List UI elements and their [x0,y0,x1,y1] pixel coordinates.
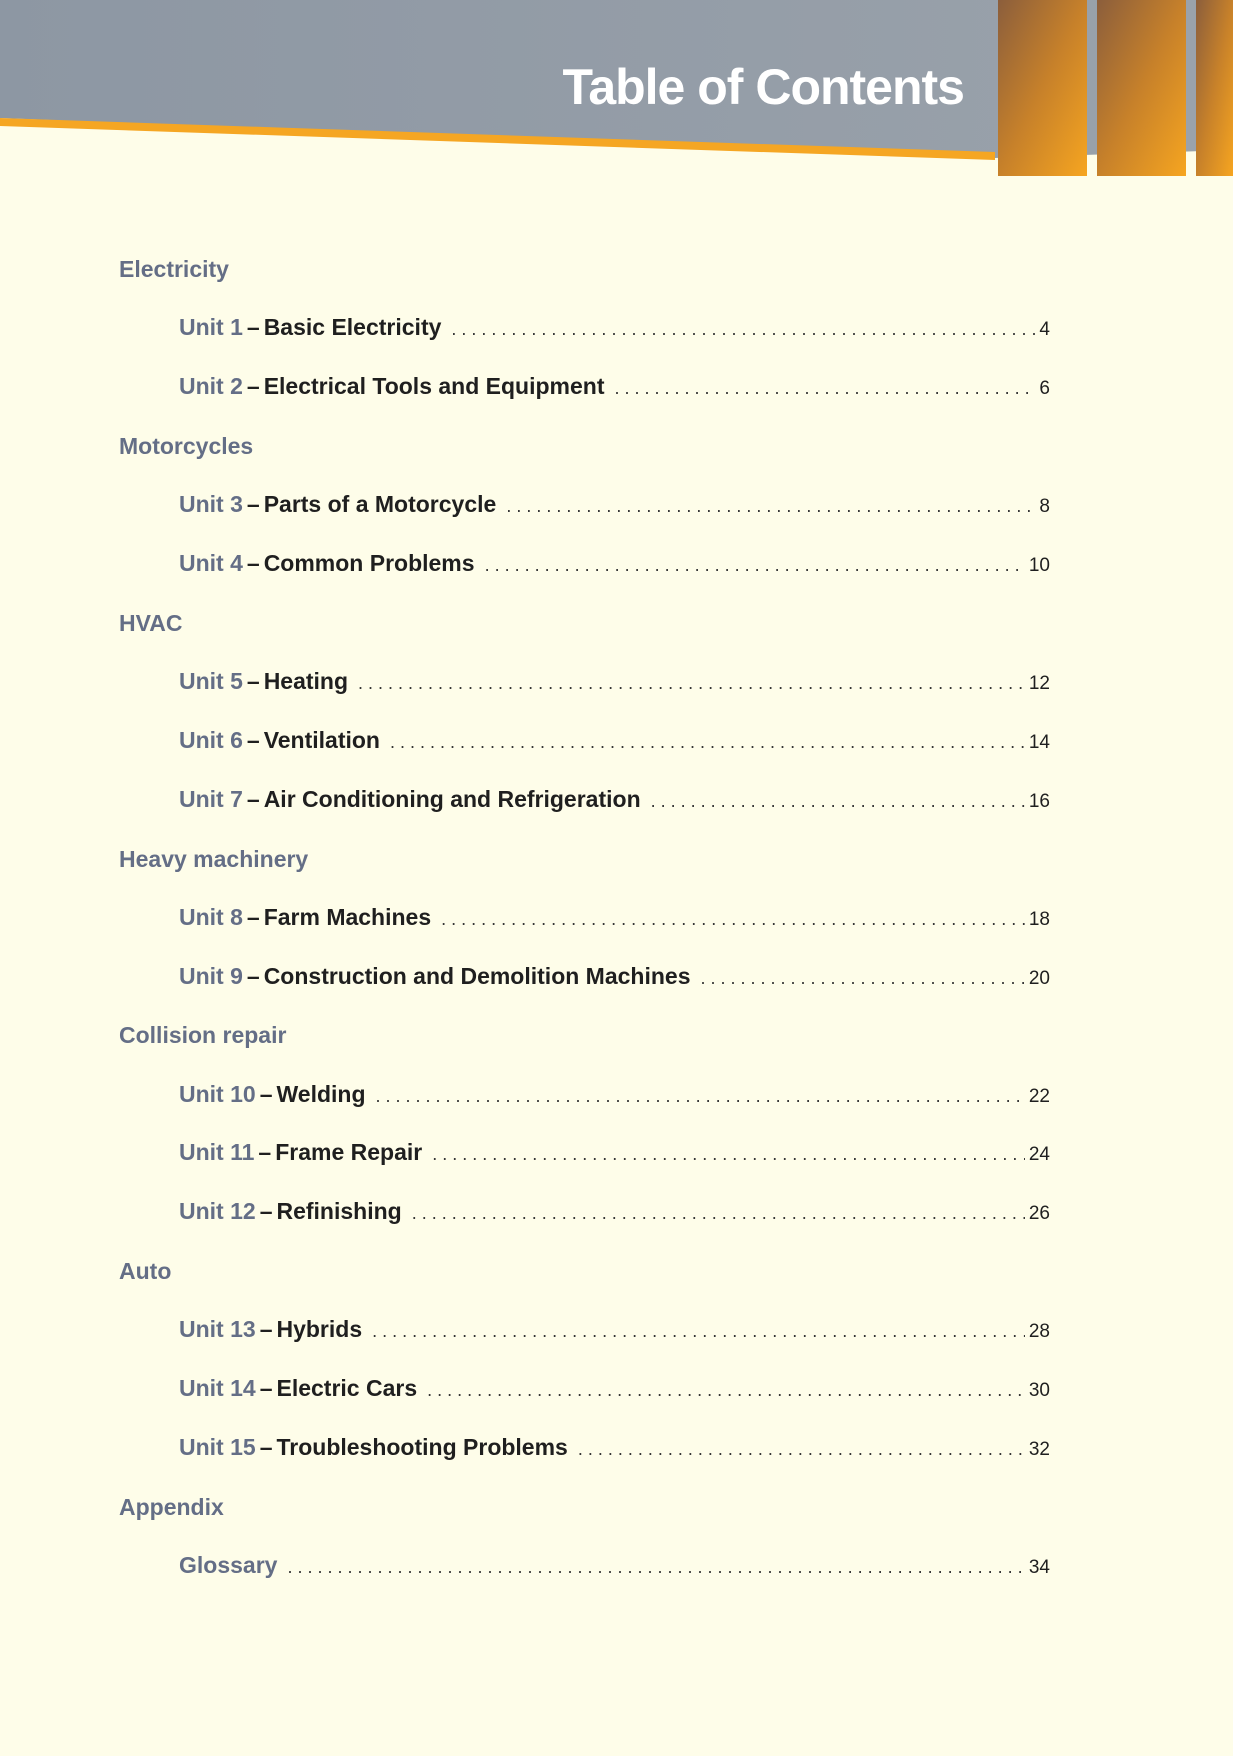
page-number: 24 [1028,1144,1050,1165]
page-number: 16 [1028,791,1050,812]
unit-label: Unit 3 [179,491,243,517]
entry-title: Welding [276,1081,366,1107]
toc-entry[interactable] [179,1198,1050,1228]
page-number: 4 [1039,319,1050,340]
entry-title: Basic Electricity [263,314,442,340]
toc-entry[interactable] [179,373,1050,403]
separator-dash: – [259,1316,273,1342]
entry-title: Common Problems [263,550,475,576]
dot-leader [701,968,1025,989]
toc-entry[interactable] [179,668,1050,698]
separator-dash: – [246,786,260,812]
toc-entry[interactable] [179,963,1050,993]
entry-title: Heating [263,668,349,694]
unit-label: Unit 12 [179,1198,256,1224]
section-heading: Collision repair [119,1022,287,1048]
separator-dash: – [246,314,260,340]
unit-label: Unit 10 [179,1081,256,1107]
dot-leader [651,791,1025,812]
dot-leader [358,673,1025,694]
toc-entry[interactable] [179,491,1050,521]
toc-entry[interactable] [179,1375,1050,1405]
entry-title: Air Conditioning and Refrigeration [263,786,641,812]
separator-dash: – [259,1434,273,1460]
separator-dash: – [258,1139,272,1165]
toc-entry[interactable] [179,1552,1050,1582]
section-heading: Appendix [119,1494,224,1520]
separator-dash: – [246,550,260,576]
page-number: 12 [1028,673,1050,694]
page-number: 8 [1039,496,1050,517]
page-number: 10 [1028,555,1050,576]
toc-entry[interactable] [179,314,1050,344]
entry-title: Parts of a Motorcycle [263,491,497,517]
unit-label: Unit 15 [179,1434,256,1460]
entry-title: Farm Machines [263,904,432,930]
toc-entry[interactable] [179,904,1050,934]
unit-label: Unit 13 [179,1316,256,1342]
toc-entry[interactable] [179,550,1050,580]
dot-leader [451,319,1035,340]
entry-title: Electric Cars [276,1375,418,1401]
unit-label: Unit 6 [179,727,243,753]
section-heading: HVAC [119,610,183,636]
page-number: 14 [1028,732,1050,753]
separator-dash: – [259,1081,273,1107]
toc-entry[interactable] [179,1081,1050,1111]
page-number: 18 [1028,909,1050,930]
dot-leader [506,496,1035,517]
section-heading: Motorcycles [119,433,254,459]
entry-title: Electrical Tools and Equipment [263,373,605,399]
separator-dash: – [246,727,260,753]
unit-label: Unit 1 [179,314,243,340]
dot-leader [427,1380,1025,1401]
dot-leader [578,1439,1025,1460]
dot-leader [412,1203,1025,1224]
dot-leader [376,1086,1025,1107]
dot-leader [432,1144,1025,1165]
page-title: Table of Contents [562,59,964,115]
entry-title: Troubleshooting Problems [276,1434,568,1460]
separator-dash: – [259,1375,273,1401]
toc-entry[interactable] [179,727,1050,757]
section-heading: Heavy machinery [119,846,309,872]
separator-dash: – [246,963,260,989]
page-number: 6 [1039,378,1050,399]
toc-entry[interactable] [179,1434,1050,1464]
entry-title: Refinishing [276,1198,402,1224]
page-number: 30 [1028,1380,1050,1401]
page-number: 34 [1028,1557,1050,1578]
section-heading: Electricity [119,256,229,282]
separator-dash: – [246,373,260,399]
unit-label: Unit 11 [179,1139,255,1165]
page-number: 26 [1028,1203,1050,1224]
dot-leader [390,732,1025,753]
section-heading: Auto [119,1258,172,1284]
separator-dash: – [246,491,260,517]
page-number: 28 [1028,1321,1050,1342]
dot-leader [485,555,1025,576]
entry-title: Hybrids [276,1316,363,1342]
unit-label: Unit 2 [179,373,243,399]
page-number: 22 [1028,1086,1050,1107]
unit-label: Unit 5 [179,668,243,694]
unit-label: Unit 7 [179,786,243,812]
unit-label: Glossary [179,1552,278,1578]
dot-leader [615,378,1036,399]
separator-dash: – [259,1198,273,1224]
separator-dash: – [246,904,260,930]
page-number: 20 [1028,968,1050,989]
toc-entry[interactable] [179,1316,1050,1346]
toc-entry[interactable] [179,1139,1050,1169]
unit-label: Unit 14 [179,1375,256,1401]
dot-leader [287,1557,1024,1578]
entry-title: Construction and Demolition Machines [263,963,691,989]
dot-leader [441,909,1025,930]
unit-label: Unit 8 [179,904,243,930]
unit-label: Unit 4 [179,550,243,576]
entry-title: Frame Repair [275,1139,423,1165]
dot-leader [372,1321,1025,1342]
unit-label: Unit 9 [179,963,243,989]
toc-entry[interactable] [179,786,1050,816]
entry-title: Ventilation [263,727,380,753]
page-number: 32 [1028,1439,1050,1460]
separator-dash: – [246,668,260,694]
